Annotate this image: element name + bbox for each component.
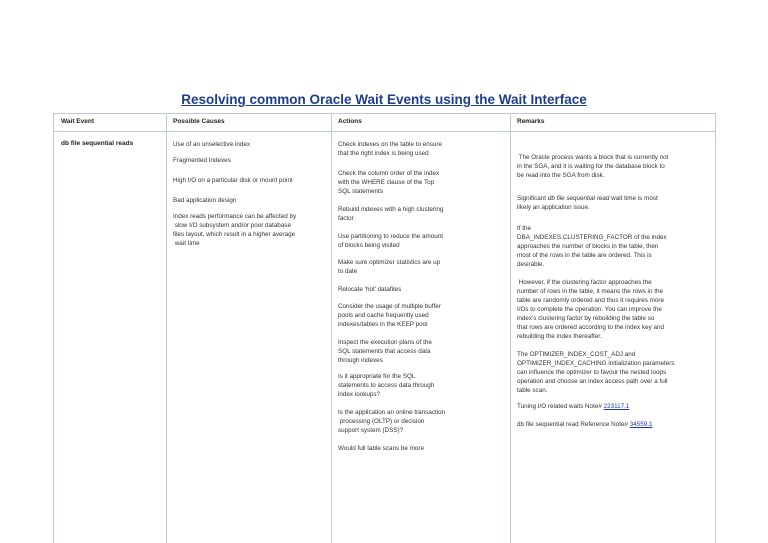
wait-events-table [53,113,716,543]
remark-item: However, if the clustering factor approaches the number of rows in the table, it means the rows in the table are randomly ordered and thus it requires more I/Os to complete the operation. You can improve the index's clustering factor by rebuilding the table so that rows are ordered according to the index key and rebuilding the index thereafter. [517,279,665,340]
column-divider [331,114,332,543]
action-item: Use partitioning to reduce the amount of blocks being visited [338,233,444,249]
action-item: Make sure optimizer statistics are up to date [338,259,441,275]
header-remarks: Remarks [517,118,545,125]
cause-item: Fragmented Indexes [173,157,231,164]
cause-item: Use of an unselective index [173,141,251,148]
action-item: Relocate ‘hot’ datafiles [338,286,402,293]
action-item: Is the application an online transaction processing (OLTP) or decision support system (DSS)? [338,409,446,434]
page-title: Resolving common Oracle Wait Events using the Wait Interface [181,92,587,107]
wait-event-name: db file sequential reads [61,140,134,147]
remark-item: The Oracle process wants a block that is currently not in the SGA, and it is waiting for the database block to be read into the SGA from disk. [517,154,669,179]
cause-item: Index reads performance can be affected by slow I/O subsystem and/or poor database files layout, which result in a higher average wait time [173,213,297,247]
action-item: Inspect the execution plans of the SQL statements that access data through indexes [338,339,432,364]
column-divider [510,114,511,543]
action-item: Check the column order of the index with the WHERE clause of the Top SQL statements [338,170,440,195]
note-link-34559[interactable]: 34559.1 [629,421,653,428]
column-divider [166,114,167,543]
action-item: Would full table scans be more [338,445,424,452]
action-item: Is it appropriate for the SQL statements to access data through index lookups? [338,373,435,398]
remark-item: The OPTIMIZER_INDEX_COST_ADJ and OPTIMIZER_INDEX_CACHING initialization parameters can influence the optimizer to favour the nested loops operation and choose an index access path over a full table scan. [517,351,675,394]
remark-item: db file sequential read Reference Note# 34559.1 [517,421,653,428]
remark-item: Tuning I/O related waits Note# 223117.1 [517,403,630,410]
cause-item: High I/O on a particular disk or mount point [173,177,293,184]
header-possible-causes: Possible Causes [173,118,225,125]
remark-item: Significant db file sequential read wait time is most likely an application issue. [517,195,658,211]
action-item: Check indexes on the table to ensure that the right index is being used [338,141,442,157]
cause-item: Bad application design [173,197,237,204]
action-item: Consider the usage of multiple buffer pools and cache frequently used indexes/tables in the KEEP pool [338,303,441,328]
note-link-223117[interactable]: 223117.1 [603,403,630,410]
remark-item: If the DBA_INDEXES.CLUSTERING_FACTOR of the index approaches the number of blocks in the table, then most of the rows in the table are ordered. This is desirable. [517,225,667,268]
header-actions: Actions [338,118,362,125]
header-wait-event: Wait Event [61,118,94,125]
action-item: Rebuild indexes with a high clustering factor [338,206,444,222]
table-header-row [54,114,715,132]
